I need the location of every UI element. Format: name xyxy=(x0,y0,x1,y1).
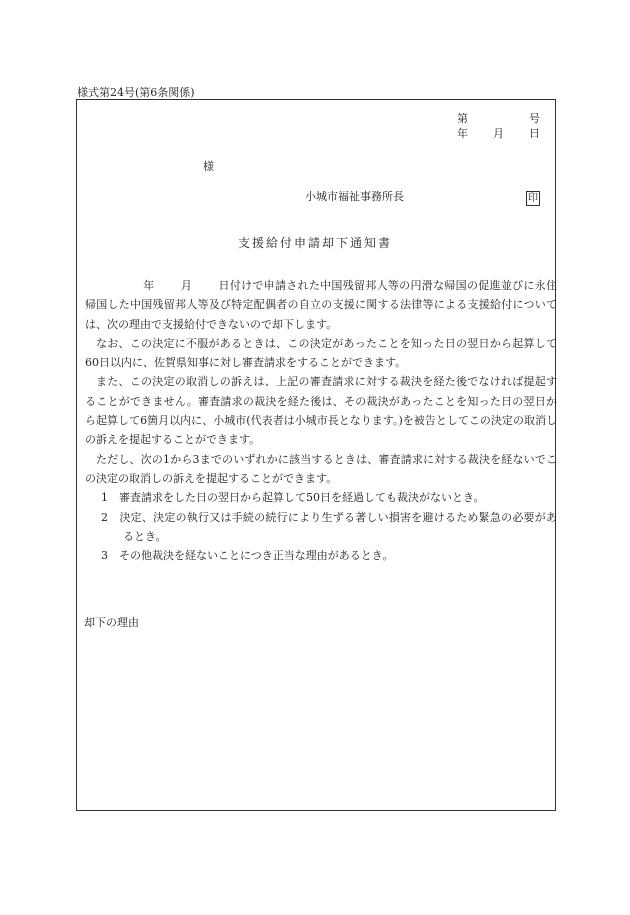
issuer-name: 小城市福祉事務所長 xyxy=(305,190,404,203)
addressee-suffix: 様 xyxy=(203,160,214,173)
intro-paragraph xyxy=(85,276,557,334)
exception-item-2: 2 決定、決定の執行又は手続の続行により生ずる著しい損害を避けるため緊急の必要があるとき。 xyxy=(101,510,557,543)
seal-text: 印 xyxy=(528,193,538,204)
intro-year: 年 xyxy=(143,279,155,292)
exception-item-1: 1 審査請求をした日の翌日から起算して50日を経過しても裁決がないとき。 xyxy=(101,491,485,505)
intro-text: 日付けで申請された中国残留邦人等の円滑な帰国の促進並びに永住帰国した中国残留邦人等及び特定配偶者の自立の支援に関する法律等による支援給付については、次の理由で支援給付できないので却下します。 xyxy=(85,279,558,331)
exception-paragraph: ただし、次の1から3までのいずれかに該当するときは、審査請求に対する裁決を経ないでこの決定の取消しの訴えを提起することができます。 xyxy=(85,452,557,485)
number-suffix: 号 xyxy=(529,112,540,125)
body-text xyxy=(85,276,557,565)
rejection-reason-label: 却下の理由 xyxy=(84,616,139,629)
document-title: 支援給付申請却下通知書 xyxy=(237,236,392,250)
lawsuit-paragraph: また、この決定の取消しの訴えは、上記の審査請求に対する裁決を経た後でなければ提起することができません。審査請求の裁決を経た後は、その裁決があったことを知った日の翌日から起算して6箇月以内に、小城市(代表者は小城市長となります。)を被告としてこの決定の取消しの訴えを提起することができます。 xyxy=(85,375,557,447)
form-label: 様式第24号(第6条関係) xyxy=(77,86,195,99)
intro-month: 月 xyxy=(180,279,193,292)
exception-item-3: 3 その他裁決を経ないことにつき正当な理由があるとき。 xyxy=(101,549,394,563)
date-month: 月 xyxy=(493,127,504,140)
appeal-paragraph: なお、この決定に不服があるときは、この決定があったことを知った日の翌日から起算して60日以内に、佐賀県知事に対し審査請求をすることができます。 xyxy=(85,336,557,370)
number-prefix: 第 xyxy=(457,112,468,125)
date-year: 年 xyxy=(457,127,468,140)
date-day: 日 xyxy=(529,127,540,140)
seal-mark xyxy=(526,186,540,206)
